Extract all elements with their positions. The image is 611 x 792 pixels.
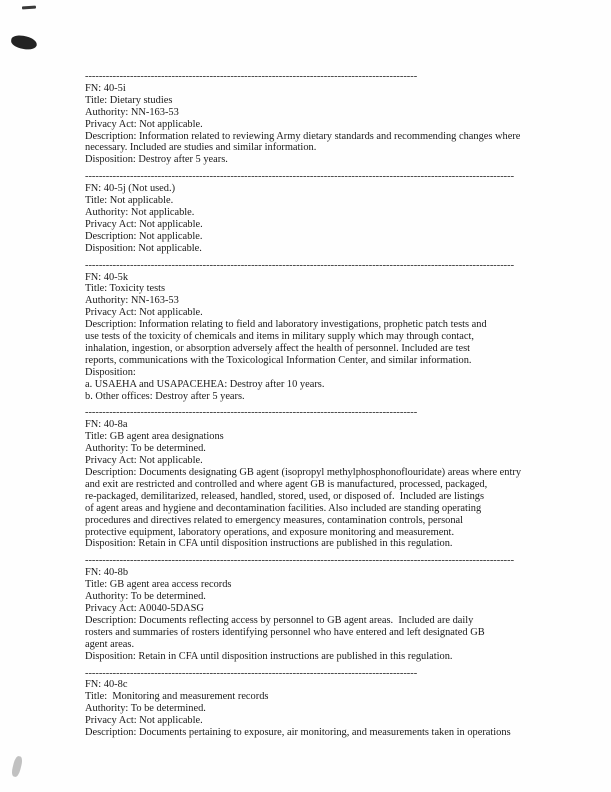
line-authority: Authority: NN-163-53 (85, 106, 179, 118)
line-description: Description: Documents designating GB agent (isopropyl methylphosphonoflouridate) areas where entry (85, 467, 522, 478)
line-description-cont: agent areas. (85, 638, 135, 650)
line-title: Title: Dietary studies (85, 94, 173, 106)
line-description-cont: and exit are restricted and controlled and where agent GB is manufactured, processed, packaged, (85, 478, 488, 490)
line-description-cont: procedures and directives related to emergency measures, contamination controls, personal (85, 514, 464, 526)
line-title: Title: GB agent area access records (85, 579, 232, 591)
line-disposition: Disposition: Destroy after 5 years. (85, 154, 228, 166)
line-description-cont: re-packaged, demilitarized, released, handled, stored, used, or disposed of. Included are listings (85, 490, 485, 502)
line-authority: Authority: Not applicable. (85, 206, 195, 218)
line-privacy-act: Privacy Act: Not applicable. (85, 218, 203, 230)
record-40-5j (85, 183, 557, 254)
line-authority: Authority: NN-163-53 (85, 295, 179, 307)
line-authority: Authority: To be determined. (85, 443, 206, 455)
line-fn: FN: 40-8a (85, 419, 128, 431)
line-disposition-item-a: a. USAEHA and USAPACEHEA: Destroy after 10 years. (85, 378, 325, 390)
line-disposition-item-b: b. Other offices: Destroy after 5 years. (85, 390, 245, 402)
line-privacy-act: Privacy Act: Not applicable. (85, 307, 203, 319)
line-description: Description: Documents reflecting access by personnel to GB agent areas. Included are daily (85, 614, 474, 626)
line-title: Title: GB agent area designations (85, 431, 224, 443)
line-description: Description: Information relating to field and laboratory investigations, prophetic patch tests and (85, 319, 487, 331)
separator-line: ---------------------------------------------------------------------------------------------------------------------------- (85, 171, 515, 183)
scan-artifact-top (22, 6, 36, 10)
line-description-cont: use tests of the toxicity of chemicals and items in military supply which may through contact, (85, 331, 474, 343)
line-disposition: Disposition: Retain in CFA until disposition instructions are published in this regulation. (85, 650, 453, 662)
scan-artifact-left (10, 34, 38, 51)
line-fn: FN: 40-5k (85, 271, 129, 283)
line-description-cont: inhalation, ingestion, or absorption adversely affect the health of personnel. Included are test (85, 342, 471, 354)
record-40-8c (85, 679, 557, 739)
line-description: Description: Documents pertaining to exposure, air monitoring, and measurements taken in operations (85, 727, 511, 739)
line-disposition: Disposition: Retain in CFA until disposition instructions are published in this regulation. (85, 538, 453, 550)
line-description-cont: of agent areas and hygiene and decontamination facilities. Also included are standing operating (85, 502, 482, 514)
records-text-block (85, 66, 557, 739)
line-authority: Authority: To be determined. (85, 591, 206, 603)
line-title: Title: Toxicity tests (85, 283, 166, 295)
line-privacy-act: Privacy Act: A0040-5DASG (85, 602, 204, 614)
line-privacy-act: Privacy Act: Not applicable. (85, 118, 203, 130)
record-40-8a (85, 419, 557, 550)
line-fn: FN: 40-5i (85, 82, 126, 94)
separator-line: ---------------------------------------------------------------------------------------------------------------------------- (85, 259, 515, 271)
scan-artifact-bottom (11, 755, 24, 777)
line-description-cont: rosters and summaries of rosters identifying personnel who have entered and left designated GB (85, 626, 485, 638)
line-fn: FN: 40-8c (85, 679, 128, 691)
line-description-cont: protective equipment, laboratory operations, and exposure monitoring and measurement. (85, 526, 455, 538)
separator-line: ------------------------------------------------------------------------------------------------ (85, 407, 418, 419)
line-disposition: Disposition: (85, 366, 136, 378)
line-description-cont: reports, communications with the Toxicological Information Center, and similar information. (85, 354, 472, 366)
line-privacy-act: Privacy Act: Not applicable. (85, 715, 203, 727)
line-disposition: Disposition: Not applicable. (85, 242, 202, 254)
record-40-8b (85, 567, 557, 662)
line-fn: FN: 40-5j (Not used.) (85, 183, 176, 195)
separator-line: ---------------------------------------------------------------------------------------------------------------------------- (85, 555, 515, 567)
line-description-cont: necessary. Included are studies and similar information. (85, 142, 317, 154)
line-title: Title: Monitoring and measurement records (85, 691, 269, 703)
separator-line: ------------------------------------------------------------------------------------------------ (85, 71, 418, 82)
line-authority: Authority: To be determined. (85, 703, 206, 715)
record-40-5i (85, 83, 557, 166)
line-privacy-act: Privacy Act: Not applicable. (85, 455, 203, 467)
line-title: Title: Not applicable. (85, 195, 174, 207)
separator-line: ------------------------------------------------------------------------------------------------ (85, 667, 418, 679)
line-description: Description: Not applicable. (85, 230, 203, 242)
record-40-5k (85, 272, 557, 403)
line-description: Description: Information related to reviewing Army dietary standards and recommending changes where (85, 130, 521, 142)
line-fn: FN: 40-8b (85, 567, 129, 579)
